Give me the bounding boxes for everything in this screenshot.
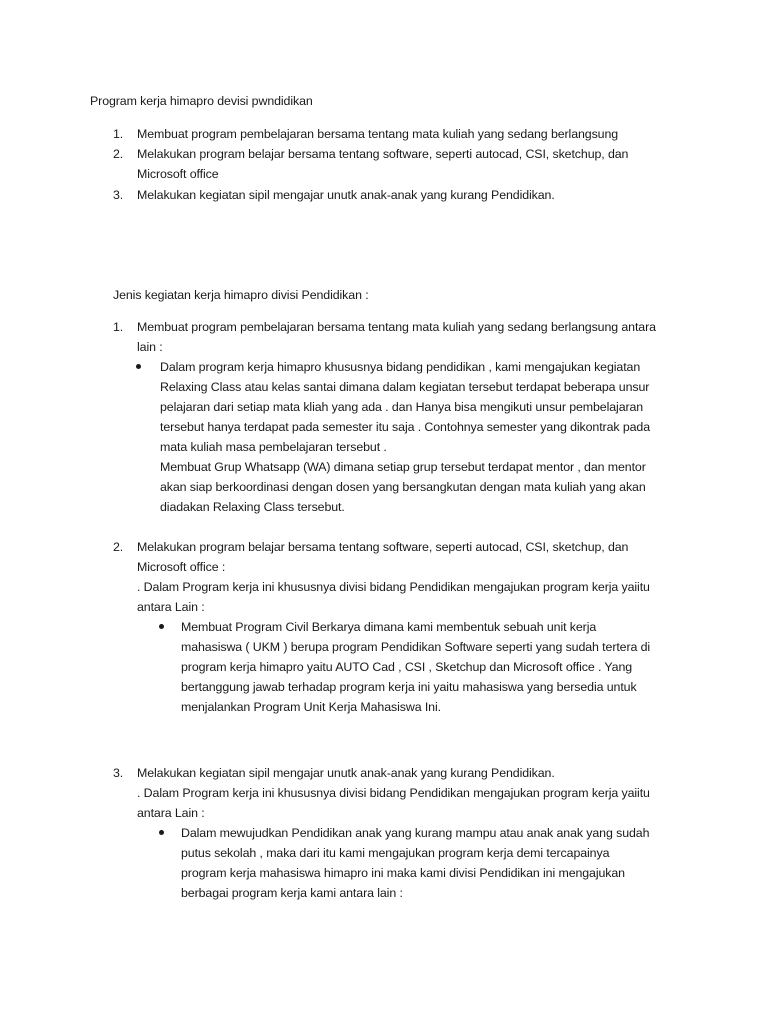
activity-text: lain :	[137, 340, 163, 354]
activity-text: antara Lain :	[137, 806, 205, 820]
bullet-text: Membuat Grup Whatsapp (WA) dimana setiap grup tersebut terdapat mentor , dan mentor	[160, 460, 646, 474]
bullet-text: tersebut hanya terdapat pada semester itu saja . Contohnya semester yang dikontrak pada	[160, 420, 650, 434]
section-heading: Jenis kegiatan kerja himapro divisi Pendidikan :	[113, 288, 369, 302]
bullet-text: putus sekolah , maka dari itu kami mengajukan program kerja demi tercapainya	[181, 846, 610, 860]
activity-text: . Dalam Program kerja ini khususnya divisi bidang Pendidikan mengajukan program kerja yaiitu	[137, 580, 650, 594]
bullet-icon	[136, 364, 141, 369]
activity-text: antara Lain :	[137, 600, 205, 614]
activity-text: . Dalam Program kerja ini khususnya divisi bidang Pendidikan mengajukan program kerja yaiitu	[137, 786, 650, 800]
bullet-icon	[159, 830, 164, 835]
bullet-text: Dalam program kerja himapro khususnya bidang pendidikan , kami mengajukan kegiatan	[160, 360, 641, 374]
activity-text: Melakukan kegiatan sipil mengajar unutk anak-anak yang kurang Pendidikan.	[137, 766, 555, 780]
list-number: 1.	[113, 320, 124, 334]
list-item-text: Melakukan program belajar bersama tentang software, seperti autocad, CSI, sketchup, dan	[137, 147, 629, 161]
bullet-text: menjalankan Program Unit Kerja Mahasiswa Ini.	[181, 700, 441, 714]
bullet-text: bertanggung jawab terhadap program kerja ini yaitu mahasiswa yang bersedia untuk	[181, 680, 637, 694]
bullet-text: Relaxing Class atau kelas santai dimana dalam kegiatan tersebut terdapat beberapa unsur	[160, 380, 650, 394]
bullet-text: mahasiswa ( UKM ) berupa program Pendidikan Software seperti yang sudah tertera di	[181, 640, 651, 654]
bullet-text: program kerja mahasiswa himapro ini maka kami divisi Pendidikan ini mengajukan	[181, 866, 625, 880]
list-number: 3.	[113, 188, 124, 202]
bullet-text: akan siap berkoordinasi dengan dosen yang bersangkutan dengan mata kuliah yang akan	[160, 480, 646, 494]
list-item-text: Melakukan kegiatan sipil mengajar unutk anak-anak yang kurang Pendidikan.	[137, 188, 555, 202]
list-number: 2.	[113, 147, 124, 161]
bullet-text: Membuat Program Civil Berkarya dimana kami membentuk sebuah unit kerja	[181, 620, 597, 634]
activity-text: Melakukan program belajar bersama tentang software, seperti autocad, CSI, sketchup, dan	[137, 540, 629, 554]
bullet-text: diadakan Relaxing Class tersebut.	[160, 500, 345, 514]
activity-text: Membuat program pembelajaran bersama tentang mata kuliah yang sedang berlangsung antara	[137, 320, 656, 334]
list-item-text: Microsoft office	[137, 167, 219, 181]
bullet-text: program kerja himapro yaitu AUTO Cad , CSI , Sketchup dan Microsoft office . Yang	[181, 660, 633, 674]
bullet-icon	[159, 624, 164, 629]
list-number: 1.	[113, 127, 124, 141]
list-number: 2.	[113, 540, 124, 554]
bullet-text: berbagai program kerja kami antara lain :	[181, 886, 403, 900]
bullet-text: Dalam mewujudkan Pendidikan anak yang kurang mampu atau anak anak yang sudah	[181, 826, 650, 840]
list-item-text: Membuat program pembelajaran bersama tentang mata kuliah yang sedang berlangsung	[137, 127, 619, 141]
bullet-text: mata kuliah masa pembelajaran tersebut .	[160, 440, 387, 454]
list-number: 3.	[113, 766, 124, 780]
bullet-text: pelajaran dari setiap mata kliah yang ada . dan Hanya bisa mengikuti unsur pembelajaran	[160, 400, 644, 414]
activity-text: Microsoft office :	[137, 560, 226, 574]
document-title: Program kerja himapro devisi pwndidikan	[90, 94, 313, 108]
